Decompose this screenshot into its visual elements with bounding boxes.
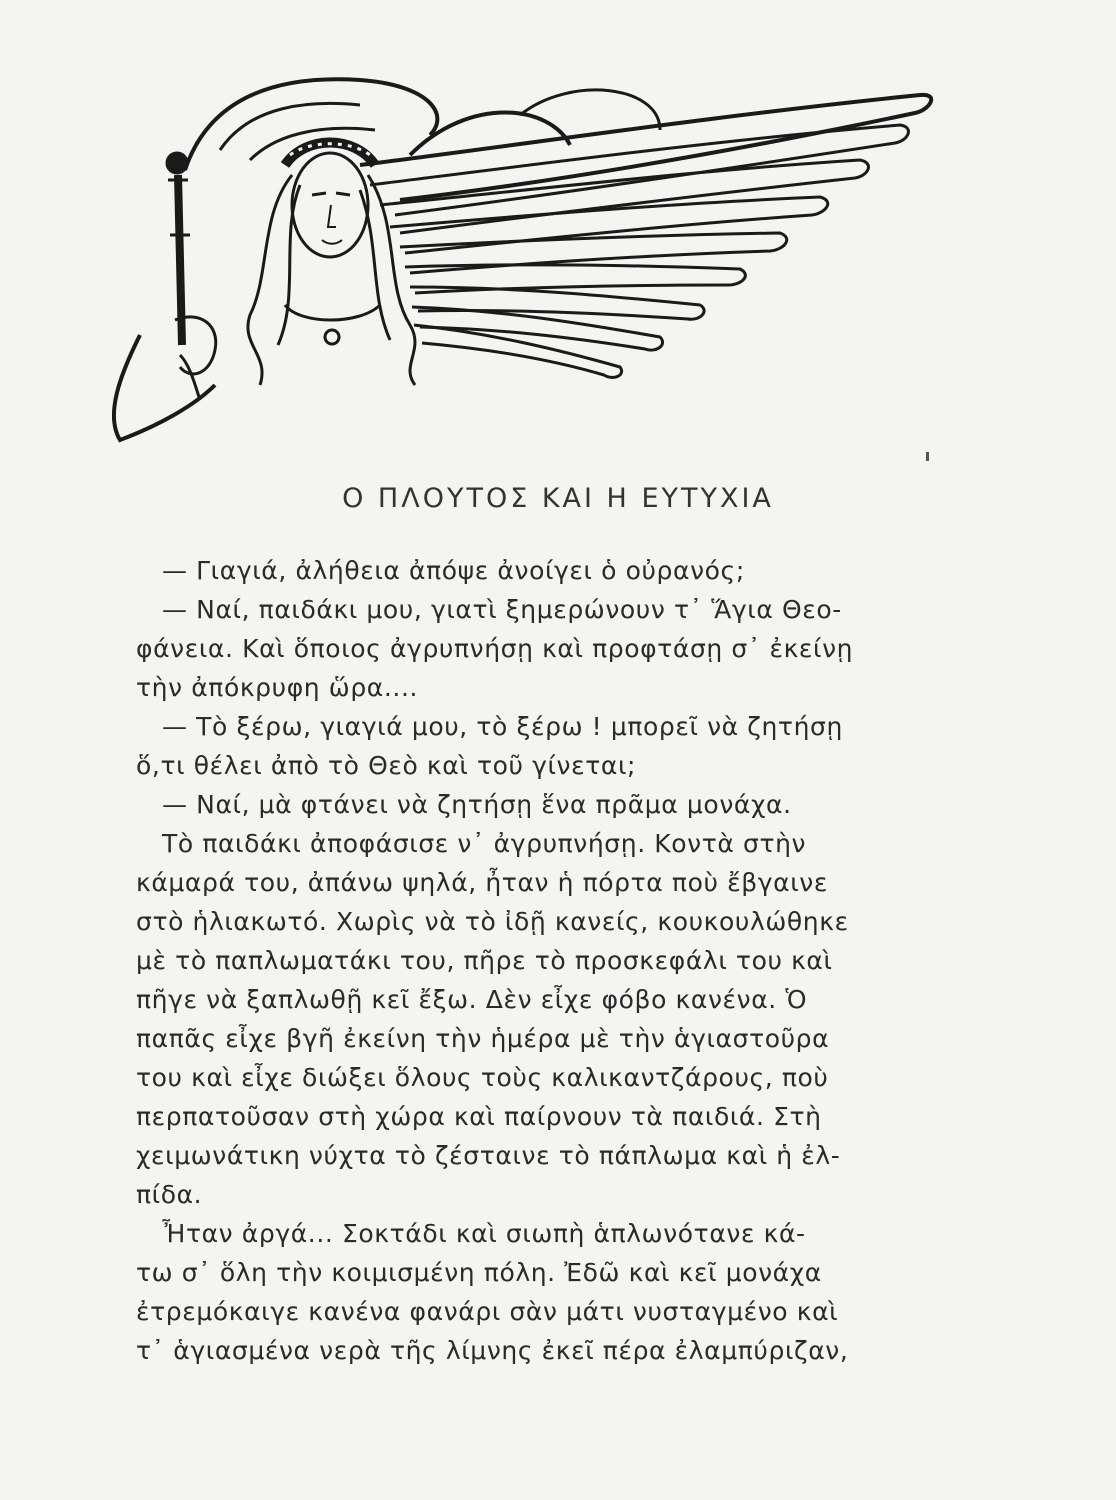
text-line: μὲ τὸ παπλωματάκι του, πῆρε τὸ προσκεφάλι του καὶ [136,946,833,975]
print-mark [926,452,929,461]
text-line: ὅ,τι θέλει ἀπὸ τὸ Θεὸ καὶ τοῦ γίνεται; [136,751,637,780]
text-line: Ἦταν ἀργά... Σοκτάδι καὶ σιωπὴ ἁπλωνότανε κά- [162,1219,806,1248]
text-line: — Ναί, παιδάκι μου, γιατὶ ξημερώνουν τ᾿ Ἅγια Θεο- [162,595,842,624]
text-line: χειμωνάτικη νύχτα τὸ ζέσταινε τὸ πάπλωμα καὶ ἡ ἐλ- [136,1141,841,1170]
text-line: — Τὸ ξέρω, γιαγιά μου, τὸ ξέρω ! μπορεῖ νὰ ζητήσῃ [162,712,843,741]
text-line: — Ναί, μὰ φτάνει νὰ ζητήσῃ ἕνα πρᾶμα μονάχα. [162,790,792,819]
text-line: Τὸ παιδάκι ἀποφάσισε ν᾿ ἀγρυπνήσῃ. Κοντὰ στὴν [162,829,807,858]
text-line: παπᾶς εἶχε βγῆ ἐκείνη τὴν ἡμέρα μὲ τὴν ἁγιαστοῦρα [136,1024,830,1053]
text-line: τὴν ἀπόκρυφη ὥρα.... [136,673,419,702]
winged-figure-illustration [100,55,950,455]
text-line: στὸ ἡλιακωτό. Χωρὶς νὰ τὸ ἰδῇ κανείς, κουκουλώθηκε [136,907,849,936]
text-line: του καὶ εἶχε διώξει ὅλους τοὺς καλικαντζάρους, ποὺ [136,1063,829,1092]
text-line: πίδα. [136,1180,203,1209]
text-line: φάνεια. Καὶ ὅποιος ἀγρυπνήσῃ καὶ προφτάσῃ σ᾿ ἐκείνῃ [136,634,854,663]
text-line: τω σ᾿ ὅλη τὴν κοιμισμένη πόλη. Ἐδῶ καὶ κεῖ μονάχα [136,1258,822,1287]
text-line: κάμαρά του, ἀπάνω ψηλά, ἦταν ἡ πόρτα ποὺ ἔβγαινε [136,868,828,897]
text-line: — Γιαγιά, ἀλήθεια ἀπόψε ἀνοίγει ὁ οὐρανός; [162,556,745,585]
text-line: ἐτρεμόκαιγε κανένα φανάρι σὰν μάτι νυσταγμένο καὶ [136,1297,839,1326]
text-line: τ᾿ ἁγιασμένα νερὰ τῆς λίμνης ἐκεῖ πέρα ἐλαμπύριζαν, [136,1336,849,1365]
text-line: πῆγε νὰ ξαπλωθῇ κεῖ ἔξω. Δὲν εἶχε φόβο κανένα. Ὁ [136,985,808,1014]
text-line: περπατοῦσαν στὴ χώρα καὶ παίρνουν τὰ παιδιά. Στὴ [136,1102,822,1131]
story-title: Ο ΠΛΟΥΤΟΣ ΚΑΙ Η ΕΥΤΥΧΙΑ [342,483,774,514]
